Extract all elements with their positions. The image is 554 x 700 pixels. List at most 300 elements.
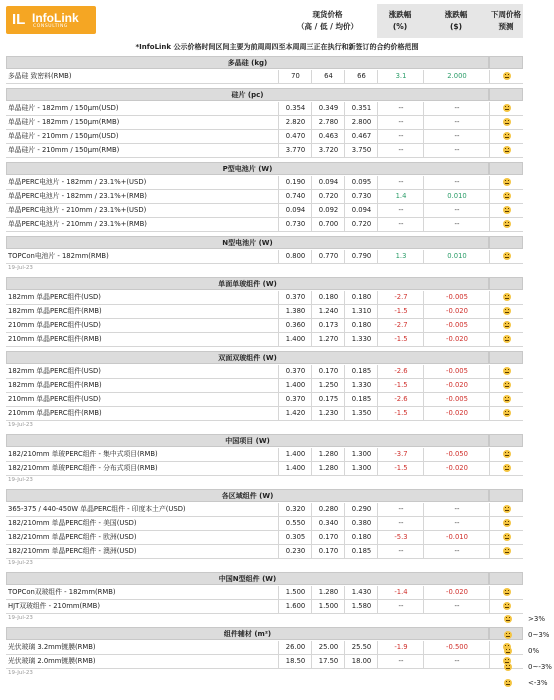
table-row <box>6 204 523 218</box>
price-average: 66 <box>344 70 378 83</box>
price-low: 0.170 <box>311 531 345 544</box>
price-low: 0.280 <box>311 503 345 516</box>
price-low: 0.720 <box>311 190 345 203</box>
change-amount: -- <box>423 144 490 157</box>
price-column-header <box>278 4 377 38</box>
price-average: 1.300 <box>344 462 378 475</box>
price-low: 2.780 <box>311 116 345 129</box>
price-average: 0.467 <box>344 130 378 143</box>
product-name: 182/210mm 单晶PERC组件 - 澳洲(USD) <box>8 547 137 555</box>
change-percent: -1.4 <box>377 586 424 599</box>
change-amount: -0.020 <box>423 333 490 346</box>
forecast-indicator <box>489 586 524 599</box>
legend-item <box>498 676 554 692</box>
change-percent: -- <box>377 655 424 668</box>
change-amount: -0.050 <box>423 448 490 461</box>
product-name: 单晶PERC电池片 - 182mm / 23.1%+(RMB) <box>8 192 147 200</box>
legend-face-icon <box>504 647 512 655</box>
section-header: 中国N型组件 (W) <box>6 572 489 585</box>
price-low: 0.340 <box>311 517 345 530</box>
price-low: 0.170 <box>311 365 345 378</box>
product-name: 182/210mm 单玻PERC组件 - 集中式项目(RMB) <box>8 450 158 458</box>
forecast-face-icon <box>503 367 511 375</box>
legend-item <box>498 628 554 644</box>
table-row <box>6 545 523 559</box>
section-header-spacer <box>489 572 523 585</box>
change-abs-column-header <box>423 4 489 38</box>
price-high: 3.770 <box>278 144 312 157</box>
forecast-face-icon <box>503 72 511 80</box>
forecast-indicator <box>489 190 524 203</box>
price-low: 1.230 <box>311 407 345 420</box>
change-amount: -- <box>423 204 490 217</box>
product-name: 光伏玻璃 3.2mm镀膜(RMB) <box>8 643 96 651</box>
table-row <box>6 655 523 669</box>
price-high: 0.320 <box>278 503 312 516</box>
table-row <box>6 305 523 319</box>
price-average: 0.180 <box>344 319 378 332</box>
price-high: 1.400 <box>278 462 312 475</box>
change-amount: 0.010 <box>423 190 490 203</box>
price-high: 0.370 <box>278 365 312 378</box>
change-pct-column-header <box>377 4 423 38</box>
forecast-indicator <box>489 531 524 544</box>
price-average: 0.094 <box>344 204 378 217</box>
change-percent: -- <box>377 204 424 217</box>
price-average: 0.095 <box>344 176 378 189</box>
change-amount: -- <box>423 517 490 530</box>
change-amount: -0.005 <box>423 365 490 378</box>
change-amount: 2.000 <box>423 70 490 83</box>
legend-item <box>498 612 554 628</box>
change-abs-header-line1: 涨跌幅 <box>444 10 468 19</box>
price-average: 1.330 <box>344 333 378 346</box>
price-average: 1.300 <box>344 448 378 461</box>
forecast-face-icon <box>503 395 511 403</box>
price-high: 18.50 <box>278 655 312 668</box>
product-name: 210mm 单晶PERC组件(USD) <box>8 395 101 403</box>
product-name: 182mm 单晶PERC组件(USD) <box>8 367 101 375</box>
product-name: 单晶PERC电池片 - 182mm / 23.1%+(USD) <box>8 178 147 186</box>
forecast-indicator <box>489 130 524 143</box>
forecast-header-line1: 下周价格 <box>491 10 521 19</box>
change-percent: -- <box>377 545 424 558</box>
forecast-face-icon <box>503 146 511 154</box>
price-high: 1.500 <box>278 586 312 599</box>
price-low: 1.500 <box>311 600 345 613</box>
logo-name: InfoLink <box>32 11 79 25</box>
change-percent: -- <box>377 503 424 516</box>
product-name: 单晶PERC电池片 - 210mm / 23.1%+(USD) <box>8 206 147 214</box>
price-low: 0.180 <box>311 291 345 304</box>
price-period-note: *InfoLink 公示价格时间区间主要为前周周四至本周周三正在执行和新签订的合约价格范围 <box>135 43 419 51</box>
legend-label: 0% <box>528 647 540 655</box>
forecast-indicator <box>489 319 524 332</box>
price-low: 0.700 <box>311 218 345 231</box>
forecast-face-icon <box>503 409 511 417</box>
table-row <box>6 218 523 232</box>
change-amount: -- <box>423 130 490 143</box>
price-high: 0.360 <box>278 319 312 332</box>
price-high: 0.094 <box>278 204 312 217</box>
table-row <box>6 70 523 84</box>
forecast-face-icon <box>503 533 511 541</box>
forecast-face-icon <box>503 307 511 315</box>
price-low: 0.175 <box>311 393 345 406</box>
price-low: 0.170 <box>311 545 345 558</box>
table-row <box>6 144 523 158</box>
price-average: 2.800 <box>344 116 378 129</box>
change-amount: -- <box>423 176 490 189</box>
price-high: 1.380 <box>278 305 312 318</box>
price-low: 1.280 <box>311 462 345 475</box>
change-amount: -- <box>423 545 490 558</box>
price-high: 2.820 <box>278 116 312 129</box>
change-percent: -5.3 <box>377 531 424 544</box>
table-row <box>6 365 523 379</box>
forecast-column-header <box>489 4 523 38</box>
price-high: 1.600 <box>278 600 312 613</box>
forecast-indicator <box>489 176 524 189</box>
product-name: 210mm 单晶PERC组件(RMB) <box>8 335 102 343</box>
change-amount: -0.010 <box>423 531 490 544</box>
change-percent: -2.6 <box>377 393 424 406</box>
change-amount: -- <box>423 503 490 516</box>
table-row <box>6 531 523 545</box>
forecast-indicator <box>489 204 524 217</box>
logo-mark: IL <box>12 11 26 28</box>
section-header: P型电池片 (W) <box>6 162 489 175</box>
price-high: 0.550 <box>278 517 312 530</box>
forecast-face-icon <box>503 450 511 458</box>
change-amount: -- <box>423 102 490 115</box>
price-header-line2: （高 / 低 / 均价） <box>297 22 358 31</box>
section-header: 多晶硅 (kg) <box>6 56 489 69</box>
price-average: 0.351 <box>344 102 378 115</box>
product-name: 单晶硅片 - 182mm / 150μm(RMB) <box>8 118 120 126</box>
change-pct-header-line1: 涨跌幅 <box>388 10 412 19</box>
table-row <box>6 448 523 462</box>
change-percent: -3.7 <box>377 448 424 461</box>
legend-face-icon <box>504 679 512 687</box>
legend-label: 0~-3% <box>528 663 552 671</box>
product-name: 182/210mm 单玻PERC组件 - 分布式项目(RMB) <box>8 464 158 472</box>
price-low: 1.250 <box>311 379 345 392</box>
forecast-face-icon <box>503 381 511 389</box>
section-header-spacer <box>489 277 523 290</box>
change-amount: -0.020 <box>423 305 490 318</box>
forecast-face-icon <box>503 505 511 513</box>
infolink-logo <box>6 6 96 34</box>
change-percent: -- <box>377 176 424 189</box>
section-header: 硅片 (pc) <box>6 88 489 101</box>
product-name: 182mm 单晶PERC组件(RMB) <box>8 381 102 389</box>
section-date: 19-Jul-23 <box>8 670 33 676</box>
price-average: 3.750 <box>344 144 378 157</box>
forecast-header-line2: 预测 <box>498 22 514 31</box>
product-name: HJT双玻组件 - 210mm(RMB) <box>8 602 100 610</box>
change-percent: -1.5 <box>377 333 424 346</box>
price-average: 0.380 <box>344 517 378 530</box>
section-header-spacer <box>489 351 523 364</box>
section-header: 各区域组件 (W) <box>6 489 489 502</box>
forecast-indicator <box>489 503 524 516</box>
change-percent: -- <box>377 102 424 115</box>
price-low: 17.50 <box>311 655 345 668</box>
change-amount: 0.010 <box>423 250 490 263</box>
price-high: 1.420 <box>278 407 312 420</box>
change-percent: -2.6 <box>377 365 424 378</box>
forecast-face-icon <box>503 252 511 260</box>
legend-label: 0~3% <box>528 631 550 639</box>
section-header-spacer <box>489 434 523 447</box>
price-average: 0.290 <box>344 503 378 516</box>
change-percent: -- <box>377 116 424 129</box>
table-row <box>6 130 523 144</box>
price-average: 0.180 <box>344 531 378 544</box>
price-high: 1.400 <box>278 333 312 346</box>
forecast-face-icon <box>503 588 511 596</box>
table-row <box>6 116 523 130</box>
forecast-face-icon <box>503 293 511 301</box>
forecast-face-icon <box>503 519 511 527</box>
price-high: 0.800 <box>278 250 312 263</box>
change-amount: -0.020 <box>423 462 490 475</box>
section-date: 19-Jul-23 <box>8 477 33 483</box>
forecast-indicator <box>489 365 524 378</box>
price-low: 1.280 <box>311 586 345 599</box>
change-amount: -- <box>423 655 490 668</box>
price-high: 0.370 <box>278 393 312 406</box>
change-amount: -- <box>423 600 490 613</box>
forecast-indicator <box>489 144 524 157</box>
product-name: 182mm 单晶PERC组件(RMB) <box>8 307 102 315</box>
forecast-face-icon <box>503 118 511 126</box>
price-low: 0.094 <box>311 176 345 189</box>
forecast-face-icon <box>503 178 511 186</box>
section-header: 单面单玻组件 (W) <box>6 277 489 290</box>
legend-face-icon <box>504 631 512 639</box>
price-high: 0.190 <box>278 176 312 189</box>
change-percent: 3.1 <box>377 70 424 83</box>
price-average: 1.330 <box>344 379 378 392</box>
price-high: 0.354 <box>278 102 312 115</box>
product-name: TOPCon双玻组件 - 182mm(RMB) <box>8 588 116 596</box>
price-low: 0.092 <box>311 204 345 217</box>
forecast-indicator <box>489 305 524 318</box>
price-average: 0.185 <box>344 393 378 406</box>
price-high: 0.305 <box>278 531 312 544</box>
change-amount: -- <box>423 116 490 129</box>
product-name: 多晶硅 致密料(RMB) <box>8 72 72 80</box>
change-percent: -2.7 <box>377 319 424 332</box>
table-row <box>6 102 523 116</box>
table-row <box>6 462 523 476</box>
table-row <box>6 641 523 655</box>
change-abs-header-line2: ($) <box>449 22 463 31</box>
table-row <box>6 190 523 204</box>
price-high: 70 <box>278 70 312 83</box>
price-average: 0.720 <box>344 218 378 231</box>
change-percent: -1.5 <box>377 462 424 475</box>
section-header-spacer <box>489 236 523 249</box>
price-average: 0.730 <box>344 190 378 203</box>
product-name: TOPCon电池片 - 182mm(RMB) <box>8 252 109 260</box>
product-name: 210mm 单晶PERC组件(RMB) <box>8 409 102 417</box>
price-high: 1.400 <box>278 379 312 392</box>
price-low: 3.720 <box>311 144 345 157</box>
change-pct-header-line2: (%) <box>392 22 408 31</box>
table-header <box>0 0 554 40</box>
forecast-face-icon <box>503 132 511 140</box>
change-percent: 1.3 <box>377 250 424 263</box>
change-percent: -2.7 <box>377 291 424 304</box>
change-percent: -- <box>377 600 424 613</box>
change-percent: -- <box>377 218 424 231</box>
product-name: 单晶PERC电池片 - 210mm / 23.1%+(RMB) <box>8 220 147 228</box>
section-header: 组件辅材 (m²) <box>6 627 489 640</box>
forecast-indicator <box>489 393 524 406</box>
forecast-indicator <box>489 462 524 475</box>
table-row <box>6 291 523 305</box>
price-low: 0.349 <box>311 102 345 115</box>
section-date: 19-Jul-23 <box>8 422 33 428</box>
change-percent: -1.5 <box>377 379 424 392</box>
change-percent: -1.5 <box>377 305 424 318</box>
section-header-spacer <box>489 489 523 502</box>
forecast-indicator <box>489 379 524 392</box>
forecast-indicator <box>489 448 524 461</box>
legend-item <box>498 644 554 660</box>
price-low: 64 <box>311 70 345 83</box>
product-name: 182/210mm 单晶PERC组件 - 欧洲(USD) <box>8 533 137 541</box>
forecast-indicator <box>489 333 524 346</box>
table-row <box>6 600 523 614</box>
product-name: 光伏玻璃 2.0mm镀膜(RMB) <box>8 657 96 665</box>
price-average: 0.790 <box>344 250 378 263</box>
price-average: 0.180 <box>344 291 378 304</box>
change-amount: -0.005 <box>423 319 490 332</box>
table-row <box>6 393 523 407</box>
forecast-indicator <box>489 218 524 231</box>
price-average: 1.580 <box>344 600 378 613</box>
change-percent: -1.5 <box>377 407 424 420</box>
price-average: 25.50 <box>344 641 378 654</box>
change-amount: -0.020 <box>423 407 490 420</box>
price-low: 1.280 <box>311 448 345 461</box>
product-name: 365-375 / 440-450W 单晶PERC组件 - 印度本土产(USD) <box>8 505 186 513</box>
legend-label: <-3% <box>528 679 548 687</box>
forecast-indicator <box>489 116 524 129</box>
change-amount: -0.005 <box>423 393 490 406</box>
change-amount: -0.500 <box>423 641 490 654</box>
change-amount: -- <box>423 218 490 231</box>
change-amount: -0.020 <box>423 586 490 599</box>
product-name: 单晶硅片 - 182mm / 150μm(USD) <box>8 104 119 112</box>
table-row <box>6 407 523 421</box>
forecast-face-icon <box>503 464 511 472</box>
logo-subtitle: CONSULTING <box>33 24 69 29</box>
table-row <box>6 503 523 517</box>
forecast-face-icon <box>503 335 511 343</box>
price-high: 0.730 <box>278 218 312 231</box>
change-percent: -- <box>377 517 424 530</box>
forecast-face-icon <box>503 547 511 555</box>
section-date: 19-Jul-23 <box>8 615 33 621</box>
price-low: 1.270 <box>311 333 345 346</box>
price-low: 0.463 <box>311 130 345 143</box>
price-average: 18.00 <box>344 655 378 668</box>
change-percent: -1.9 <box>377 641 424 654</box>
price-high: 26.00 <box>278 641 312 654</box>
change-percent: -- <box>377 144 424 157</box>
forecast-face-icon <box>503 206 511 214</box>
price-header-line1: 现货价格 <box>312 10 343 19</box>
forecast-indicator <box>489 517 524 530</box>
table-row <box>6 379 523 393</box>
forecast-indicator <box>489 102 524 115</box>
section-header-spacer <box>489 162 523 175</box>
change-amount: -0.005 <box>423 291 490 304</box>
forecast-indicator <box>489 250 524 263</box>
legend-label: >3% <box>528 615 545 623</box>
product-name: 210mm 单晶PERC组件(USD) <box>8 321 101 329</box>
product-name: 单晶硅片 - 210mm / 150μm(RMB) <box>8 146 120 154</box>
price-average: 1.310 <box>344 305 378 318</box>
price-high: 0.370 <box>278 291 312 304</box>
price-high: 0.230 <box>278 545 312 558</box>
price-high: 0.740 <box>278 190 312 203</box>
forecast-indicator <box>489 291 524 304</box>
price-low: 0.173 <box>311 319 345 332</box>
legend-item <box>498 660 554 676</box>
price-high: 1.400 <box>278 448 312 461</box>
change-percent: 1.4 <box>377 190 424 203</box>
forecast-face-icon <box>503 104 511 112</box>
table-row <box>6 586 523 600</box>
legend-face-icon <box>504 663 512 671</box>
table-row <box>6 250 523 264</box>
forecast-face-icon <box>503 602 511 610</box>
table-row <box>6 319 523 333</box>
product-name: 182mm 单晶PERC组件(USD) <box>8 293 101 301</box>
price-average: 0.185 <box>344 365 378 378</box>
section-date: 19-Jul-23 <box>8 560 33 566</box>
section-date: 19-Jul-23 <box>8 265 33 271</box>
product-name: 182/210mm 单晶PERC组件 - 美国(USD) <box>8 519 137 527</box>
forecast-indicator <box>489 545 524 558</box>
forecast-indicator <box>489 70 524 83</box>
price-average: 1.430 <box>344 586 378 599</box>
price-low: 25.00 <box>311 641 345 654</box>
price-average: 0.185 <box>344 545 378 558</box>
change-percent: -- <box>377 130 424 143</box>
section-header: N型电池片 (W) <box>6 236 489 249</box>
product-name: 单晶硅片 - 210mm / 150μm(USD) <box>8 132 119 140</box>
change-amount: -0.020 <box>423 379 490 392</box>
table-row <box>6 333 523 347</box>
forecast-indicator <box>489 407 524 420</box>
section-header-spacer <box>489 56 523 69</box>
forecast-face-icon <box>503 321 511 329</box>
price-high: 0.470 <box>278 130 312 143</box>
section-header-spacer <box>489 88 523 101</box>
forecast-face-icon <box>503 220 511 228</box>
section-header: 双面双玻组件 (W) <box>6 351 489 364</box>
price-average: 1.350 <box>344 407 378 420</box>
forecast-face-icon <box>503 192 511 200</box>
price-low: 1.240 <box>311 305 345 318</box>
